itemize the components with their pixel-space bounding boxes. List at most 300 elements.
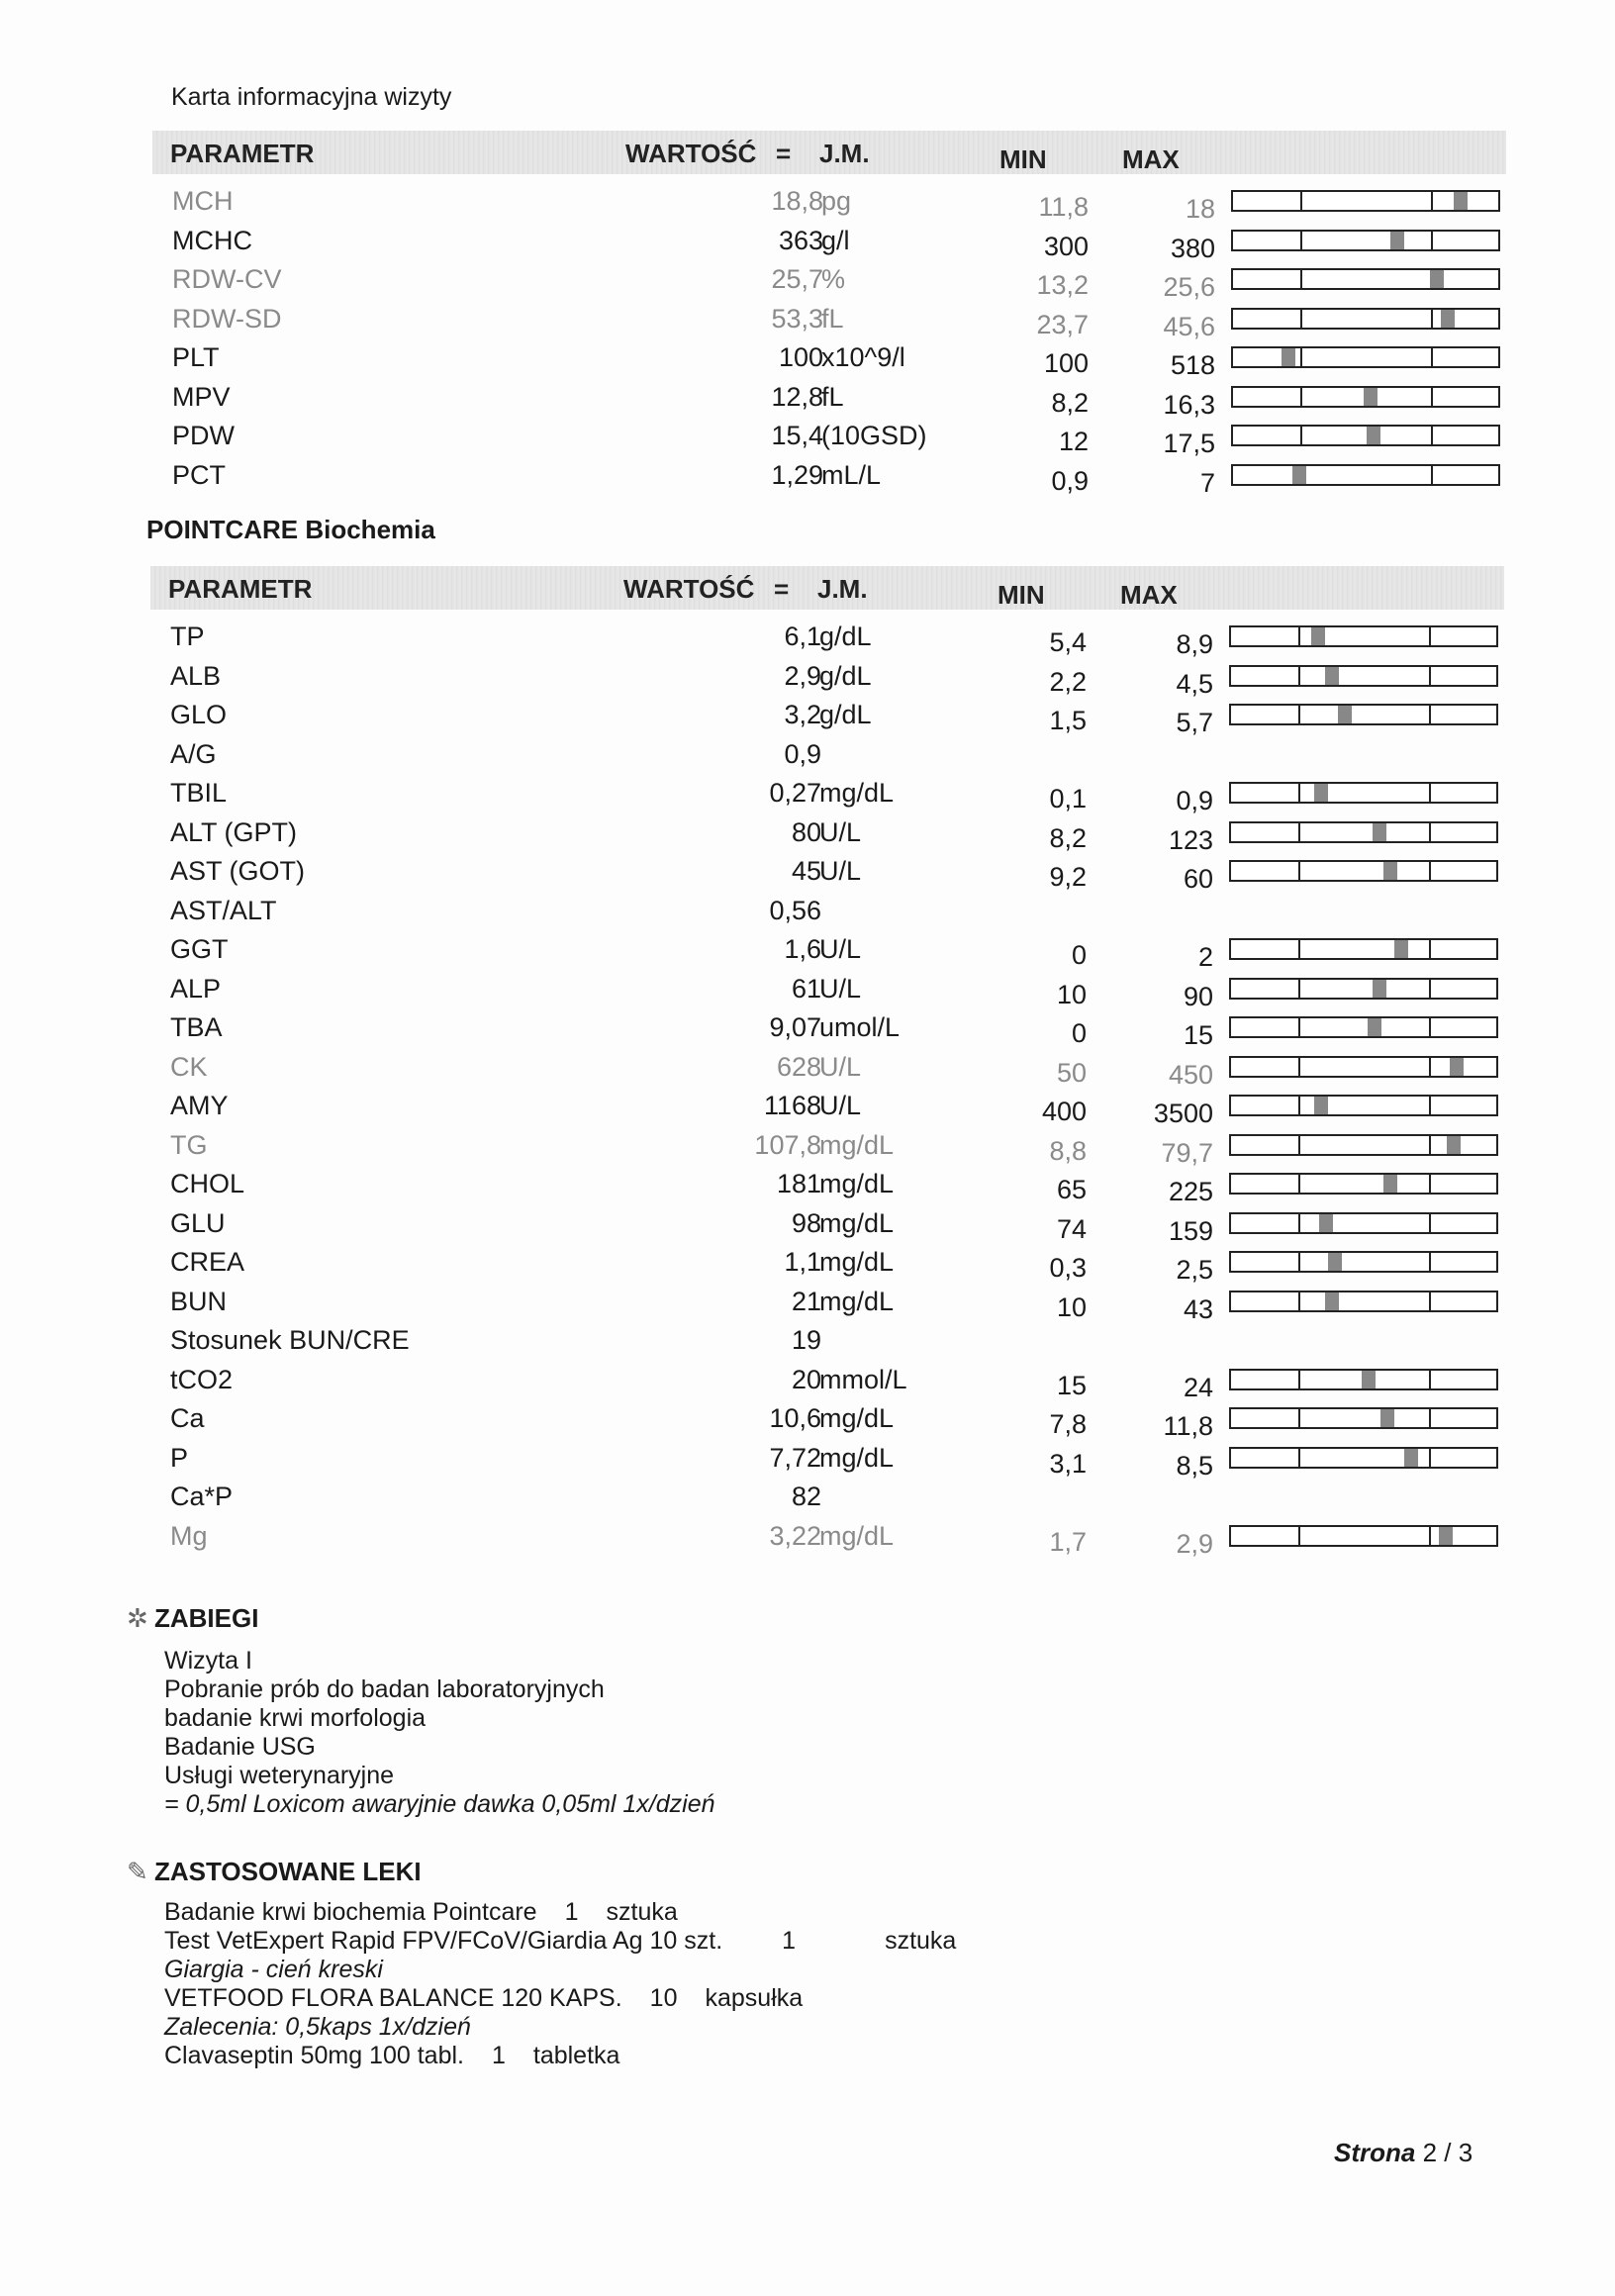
header-param: PARAMETR [170, 139, 315, 168]
param-value: 100 [778, 342, 823, 372]
param-unit: pg [821, 186, 852, 216]
table-header [152, 131, 1506, 174]
gauge-min-tick [1300, 310, 1302, 328]
param-max: 60 [1183, 864, 1213, 894]
param-unit: U/L [819, 973, 862, 1004]
range-gauge [1229, 782, 1498, 804]
table-row [152, 417, 1538, 456]
gauge-max-tick [1431, 388, 1433, 406]
gauge-marker [1325, 1292, 1339, 1310]
param-min: 12 [1058, 427, 1089, 456]
gauge-max-tick [1429, 1409, 1431, 1427]
param-value: 1,1 [784, 1247, 821, 1277]
param-name: P [170, 1442, 189, 1473]
range-gauge [1229, 1134, 1498, 1156]
param-max: 3500 [1153, 1099, 1213, 1128]
table-row [152, 378, 1538, 418]
param-name: AST/ALT [170, 895, 277, 925]
param-name: GLU [170, 1207, 226, 1238]
param-unit: U/L [819, 816, 862, 847]
param-value: 80 [791, 816, 821, 847]
table-row [150, 1048, 1536, 1088]
param-name: MCHC [172, 225, 252, 255]
procedures-heading [127, 1603, 258, 1634]
param-unit: mmol/L [819, 1364, 907, 1394]
medication-name: Test VetExpert Rapid FPV/FCoV/Giardia Ag 10 szt. [164, 1927, 723, 1955]
param-unit: mg/dL [819, 1520, 895, 1551]
table-row [150, 892, 1536, 931]
table-row [150, 735, 1536, 775]
gauge-marker [1439, 1527, 1453, 1545]
page-number [1334, 2138, 1472, 2168]
medication-note: Zalecenia: 0,5kaps 1x/dzień [164, 2013, 471, 2041]
param-name: ALP [170, 973, 222, 1004]
param-unit: mg/dL [819, 1129, 895, 1160]
gauge-min-tick [1298, 784, 1300, 802]
gauge-max-tick [1429, 1018, 1431, 1036]
medication-unit: sztuka [885, 1927, 957, 1955]
gauge-max-tick [1429, 1292, 1431, 1310]
gauge-min-tick [1300, 192, 1302, 210]
gauge-max-tick [1431, 427, 1433, 444]
page-label: Strona [1334, 2138, 1416, 2167]
param-name: Stosunek BUN/CRE [170, 1325, 410, 1355]
gauge-marker [1450, 1058, 1464, 1076]
range-gauge [1231, 386, 1500, 408]
range-gauge [1231, 308, 1500, 330]
medications-heading [127, 1857, 422, 1887]
gauge-max-tick [1429, 1253, 1431, 1271]
param-value: 3,2 [784, 700, 821, 729]
gauge-min-tick [1298, 940, 1300, 958]
page-title: Karta informacyjna wizyty [171, 83, 452, 111]
gauge-max-tick [1431, 348, 1433, 366]
param-name: MCH [172, 186, 234, 216]
gauge-marker [1364, 388, 1378, 406]
param-unit: fL [821, 303, 844, 334]
param-unit: g/dL [819, 622, 872, 651]
table-row [152, 456, 1538, 496]
table-row [150, 1321, 1536, 1361]
param-value: 45 [791, 856, 821, 886]
gauge-min-tick [1298, 1449, 1300, 1467]
param-name: CK [170, 1051, 208, 1082]
param-max: 225 [1168, 1177, 1213, 1206]
table-row [150, 813, 1536, 853]
gauge-marker [1373, 823, 1386, 841]
gauge-marker [1314, 784, 1328, 802]
param-min: 0,3 [1049, 1253, 1087, 1283]
param-min: 11,8 [1038, 192, 1089, 222]
gauge-max-tick [1429, 1449, 1431, 1467]
param-name: CREA [170, 1247, 245, 1277]
param-min: 1,7 [1049, 1526, 1087, 1557]
gauge-marker [1367, 427, 1380, 444]
header-min: MIN [999, 144, 1047, 174]
gauge-max-tick [1429, 1527, 1431, 1545]
header-value: WARTOŚĆ [625, 139, 757, 168]
param-value: 6,1 [784, 622, 821, 651]
param-min: 10 [1056, 979, 1087, 1009]
table-row [150, 1478, 1536, 1517]
param-name: TG [170, 1129, 208, 1160]
table-row [150, 1361, 1536, 1400]
table-row [150, 1008, 1536, 1048]
param-min: 13,2 [1036, 270, 1089, 300]
range-gauge [1229, 1447, 1498, 1469]
gauge-max-tick [1429, 1175, 1431, 1193]
param-unit: x10^9/l [821, 342, 905, 372]
range-gauge [1229, 1212, 1498, 1234]
range-gauge [1231, 268, 1500, 290]
param-max: 45,6 [1163, 311, 1215, 341]
procedure-item: Pobranie prób do badan laboratoryjnych [164, 1675, 605, 1703]
param-max: 11,8 [1163, 1411, 1213, 1441]
gauge-marker [1338, 706, 1352, 723]
param-min: 7,8 [1049, 1409, 1087, 1439]
param-max: 16,3 [1163, 389, 1215, 420]
gauge-min-tick [1300, 232, 1302, 249]
header-max: MAX [1122, 144, 1180, 174]
param-min: 2,2 [1049, 666, 1087, 697]
header-max: MAX [1120, 580, 1178, 610]
param-name: AMY [170, 1091, 229, 1120]
param-min: 300 [1043, 231, 1089, 261]
gauge-marker [1311, 627, 1325, 645]
param-value: 3,22 [769, 1520, 821, 1551]
param-value: 107,8 [754, 1129, 821, 1160]
param-unit: U/L [819, 1091, 862, 1120]
range-gauge [1229, 821, 1498, 843]
param-unit: U/L [819, 1051, 862, 1082]
range-gauge [1229, 978, 1498, 1000]
gauge-min-tick [1300, 427, 1302, 444]
biochemistry-section-title: POINTCARE Biochemia [146, 515, 435, 544]
param-value: 7,72 [769, 1442, 821, 1473]
gauge-min-tick [1298, 1371, 1300, 1388]
gauge-min-tick [1298, 706, 1300, 723]
table-row [152, 260, 1538, 300]
param-max: 5,7 [1176, 708, 1213, 737]
gauge-max-tick [1429, 784, 1431, 802]
gauge-max-tick [1431, 310, 1433, 328]
param-min: 0,9 [1051, 465, 1089, 496]
range-gauge [1229, 1251, 1498, 1273]
gauge-min-tick [1298, 1136, 1300, 1154]
param-max: 2,5 [1176, 1255, 1213, 1285]
param-max: 15 [1183, 1020, 1213, 1050]
param-min: 0,1 [1049, 784, 1087, 813]
gauge-max-tick [1429, 1214, 1431, 1232]
param-max: 0,9 [1176, 786, 1213, 815]
param-name: TBIL [170, 778, 228, 808]
gauge-max-tick [1429, 823, 1431, 841]
param-name: AST (GOT) [170, 856, 306, 886]
param-value: 0,9 [784, 738, 821, 769]
range-gauge [1229, 1525, 1498, 1547]
range-gauge [1229, 1407, 1498, 1429]
gauge-max-tick [1429, 1371, 1431, 1388]
param-name: PLT [172, 342, 220, 372]
param-max: 18 [1185, 194, 1215, 224]
gauge-max-tick [1429, 667, 1431, 685]
gauge-min-tick [1300, 270, 1302, 288]
param-max: 7 [1199, 467, 1215, 498]
gauge-min-tick [1298, 1292, 1300, 1310]
param-min: 65 [1056, 1175, 1087, 1204]
param-name: MPV [172, 381, 231, 412]
param-min: 50 [1056, 1057, 1087, 1088]
header-param: PARAMETR [168, 574, 313, 604]
param-name: tCO2 [170, 1364, 234, 1394]
param-min: 23,7 [1036, 309, 1089, 339]
param-unit: mg/dL [819, 1169, 895, 1198]
param-max: 24 [1183, 1372, 1213, 1402]
gauge-min-tick [1300, 348, 1302, 366]
gauge-marker [1390, 232, 1404, 249]
param-name: PDW [172, 421, 235, 450]
gauge-min-tick [1298, 823, 1300, 841]
range-gauge [1231, 230, 1500, 251]
param-unit: g/l [821, 225, 850, 255]
table-row [150, 1087, 1536, 1126]
range-gauge [1229, 1173, 1498, 1195]
gauge-max-tick [1429, 862, 1431, 880]
param-value: 181 [776, 1169, 821, 1198]
gauge-min-tick [1298, 1058, 1300, 1076]
param-name: RDW-SD [172, 303, 282, 334]
param-unit: % [821, 264, 846, 294]
procedures-list [164, 1647, 715, 1819]
table-row [150, 657, 1536, 697]
param-value: 53,3 [771, 303, 823, 334]
param-min: 5,4 [1049, 627, 1087, 657]
param-value: 19 [791, 1325, 821, 1355]
page-total: / 3 [1444, 2138, 1473, 2167]
param-value: 1,29 [771, 459, 823, 490]
param-min: 400 [1041, 1097, 1087, 1126]
syringe-icon: ✲ [127, 1603, 148, 1633]
param-unit: g/dL [819, 660, 872, 691]
table-row [150, 970, 1536, 1009]
param-min: 100 [1043, 348, 1089, 378]
range-gauge [1229, 1369, 1498, 1390]
medication-item [164, 1927, 956, 1956]
param-min: 3,1 [1049, 1448, 1087, 1479]
procedure-item: Usługi weterynaryjne [164, 1762, 395, 1789]
param-max: 90 [1183, 981, 1213, 1011]
range-gauge [1229, 1291, 1498, 1312]
param-value: 9,07 [769, 1012, 821, 1042]
range-gauge [1231, 346, 1500, 368]
param-value: 1,6 [784, 934, 821, 964]
gauge-min-tick [1298, 1527, 1300, 1545]
medications-title: ZASTOSOWANE LEKI [154, 1857, 422, 1886]
param-name: TBA [170, 1012, 223, 1042]
param-min: 15 [1056, 1370, 1087, 1400]
medication-note: Giargia - cień kreski [164, 1956, 383, 1983]
param-min: 8,2 [1049, 822, 1087, 853]
gauge-min-tick [1298, 667, 1300, 685]
table-row [150, 618, 1536, 657]
procedures-title: ZABIEGI [154, 1603, 259, 1633]
header-min: MIN [998, 580, 1045, 610]
param-max: 2 [1197, 942, 1213, 972]
gauge-min-tick [1298, 980, 1300, 998]
medication-name: Clavaseptin 50mg 100 tabl. [164, 2042, 464, 2069]
param-min: 74 [1056, 1213, 1087, 1244]
param-max: 2,9 [1176, 1528, 1213, 1559]
param-max: 4,5 [1176, 668, 1213, 699]
param-value: 61 [791, 973, 821, 1004]
gauge-max-tick [1429, 1136, 1431, 1154]
range-gauge [1229, 860, 1498, 882]
param-max: 518 [1170, 350, 1215, 380]
procedure-item: badanie krwi morfologia [164, 1704, 427, 1732]
gauge-max-tick [1431, 232, 1433, 249]
medication-unit: sztuka [606, 1898, 678, 1926]
gauge-min-tick [1298, 862, 1300, 880]
gauge-marker [1325, 667, 1339, 685]
param-unit: U/L [819, 934, 862, 964]
param-value: 10,6 [769, 1403, 821, 1433]
param-min: 0 [1071, 1018, 1087, 1048]
param-unit: g/dL [819, 700, 872, 729]
param-unit: mg/dL [819, 1286, 895, 1316]
gauge-marker [1282, 348, 1295, 366]
gauge-marker [1383, 1175, 1397, 1193]
param-unit: mL/L [821, 459, 882, 490]
param-name: GGT [170, 934, 229, 964]
param-name: Mg [170, 1520, 208, 1551]
param-min: 0 [1071, 940, 1087, 970]
gauge-marker [1404, 1449, 1418, 1467]
medication-item [164, 2042, 619, 2070]
table-row [150, 1243, 1536, 1283]
param-value: 18,8 [771, 186, 823, 216]
table-row [150, 774, 1536, 813]
table-row [150, 1439, 1536, 1479]
medication-item [164, 1898, 678, 1927]
gauge-marker [1319, 1214, 1333, 1232]
param-unit: mg/dL [819, 1247, 895, 1277]
gauge-max-tick [1429, 940, 1431, 958]
param-name: CHOL [170, 1169, 245, 1198]
param-name: PCT [172, 459, 226, 490]
param-value: 1168 [763, 1091, 821, 1120]
medication-qty: 10 [649, 1984, 678, 2012]
param-value: 2,9 [784, 660, 821, 691]
header-eq: = [776, 139, 792, 168]
gauge-max-tick [1429, 706, 1431, 723]
param-unit: mg/dL [819, 1403, 895, 1433]
table-row [150, 696, 1536, 735]
param-name: BUN [170, 1286, 228, 1316]
param-unit: (10GSD) [821, 421, 927, 450]
table-header [150, 566, 1504, 610]
range-gauge [1231, 190, 1500, 212]
param-max: 8,5 [1176, 1450, 1213, 1481]
medication-name: VETFOOD FLORA BALANCE 120 KAPS. [164, 1984, 622, 2012]
gauge-min-tick [1298, 1018, 1300, 1036]
param-min: 8,2 [1051, 387, 1089, 418]
gauge-min-tick [1298, 1175, 1300, 1193]
gauge-min-tick [1298, 1253, 1300, 1271]
param-max: 450 [1168, 1059, 1213, 1090]
range-gauge [1229, 625, 1498, 647]
range-gauge [1229, 704, 1498, 725]
range-gauge [1229, 1056, 1498, 1078]
gauge-marker [1430, 270, 1444, 288]
medication-qty: 1 [491, 2042, 506, 2069]
param-min: 8,8 [1049, 1135, 1087, 1166]
param-max: 159 [1168, 1215, 1213, 1246]
param-value: 21 [791, 1286, 821, 1316]
gauge-max-tick [1429, 1058, 1431, 1076]
gauge-marker [1362, 1371, 1376, 1388]
param-max: 17,5 [1163, 429, 1215, 458]
medication-qty: 1 [564, 1898, 579, 1926]
param-min: 10 [1056, 1292, 1087, 1322]
param-unit: mg/dL [819, 1207, 895, 1238]
medication-name: Badanie krwi biochemia Pointcare [164, 1898, 537, 1926]
range-gauge [1231, 464, 1500, 486]
param-max: 25,6 [1163, 272, 1215, 302]
param-unit: umol/L [819, 1012, 901, 1042]
table-row [150, 1126, 1536, 1166]
param-unit: mg/dL [819, 1442, 895, 1473]
gauge-marker [1373, 980, 1386, 998]
gauge-min-tick [1300, 388, 1302, 406]
gauge-marker [1314, 1097, 1328, 1114]
header-unit: J.M. [819, 139, 870, 168]
param-name: ALT (GPT) [170, 816, 298, 847]
param-unit: mg/dL [819, 778, 895, 808]
gauge-max-tick [1429, 627, 1431, 645]
medication-item [164, 1984, 803, 2013]
gauge-marker [1383, 862, 1397, 880]
param-name: ALB [170, 660, 222, 691]
param-value: 363 [778, 225, 823, 255]
header-value: WARTOŚĆ [623, 574, 755, 604]
gauge-marker [1454, 192, 1468, 210]
gauge-marker [1441, 310, 1455, 328]
param-min: 1,5 [1049, 706, 1087, 735]
table-row [150, 1165, 1536, 1204]
param-name: Ca*P [170, 1482, 234, 1511]
gauge-min-tick [1298, 1214, 1300, 1232]
param-max: 380 [1170, 233, 1215, 263]
gauge-max-tick [1431, 192, 1433, 210]
param-name: Ca [170, 1403, 205, 1433]
param-value: 20 [791, 1364, 821, 1394]
param-name: GLO [170, 700, 228, 729]
gauge-marker [1328, 1253, 1342, 1271]
medication-unit: tabletka [532, 2042, 620, 2069]
param-max: 8,9 [1176, 629, 1213, 659]
gauge-marker [1394, 940, 1408, 958]
table-row [150, 852, 1536, 892]
medication-qty: 1 [782, 1927, 797, 1955]
table-row [152, 338, 1538, 378]
param-value: 25,7 [771, 264, 823, 294]
param-max: 43 [1183, 1293, 1213, 1324]
param-value: 15,4 [771, 421, 823, 450]
param-unit: U/L [819, 856, 862, 886]
range-gauge [1229, 1095, 1498, 1116]
gauge-marker [1368, 1018, 1381, 1036]
param-name: RDW-CV [172, 264, 282, 294]
